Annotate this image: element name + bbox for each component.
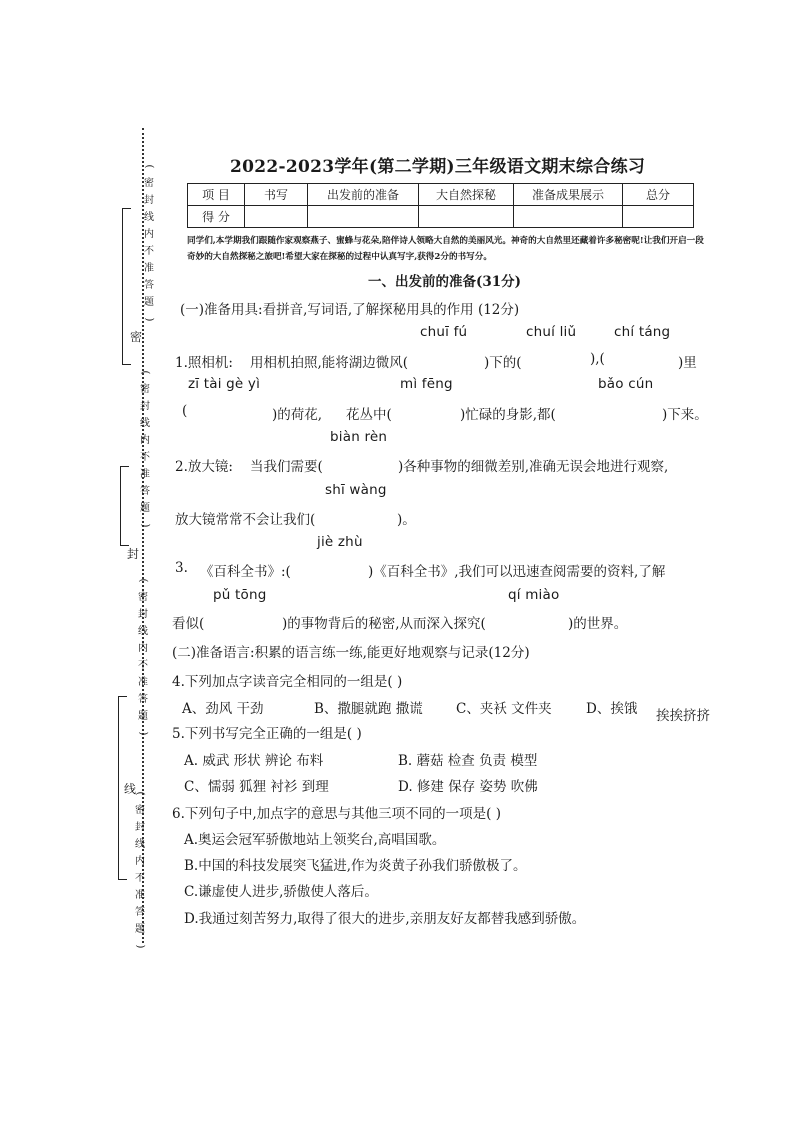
option-c: C.谦虚使人进步,骄傲使人落后。 <box>184 884 378 900</box>
question-stem: 5.下列书写完全正确的一组是( ) <box>172 726 362 742</box>
seal-notice-2: ( 密 封 线 内 不 准 答 题 ) <box>139 370 151 528</box>
option-a: A. 威武 形状 辨论 布料 <box>184 753 324 769</box>
question-text: )的事物背后的秘密,从而深入探究( <box>282 616 486 632</box>
score-table-header: 书写 <box>245 184 308 206</box>
seal-notice-1: ( 密 封 线 内 不 准 答 题 ) <box>143 164 155 322</box>
question-text: 《百科全书》:( <box>200 564 291 580</box>
question-text: )忙碌的身影,都( <box>460 407 556 423</box>
score-table <box>187 183 694 228</box>
question-text: 当我们需要( <box>250 459 323 475</box>
pinyin: mì fēng <box>400 376 453 392</box>
option-b: B. 蘑菇 检查 负责 模型 <box>398 753 538 769</box>
question-text: 3. <box>175 560 188 576</box>
option-a: A、劲风 干劲 <box>182 701 264 717</box>
seal-char-mi: 密 <box>130 330 143 344</box>
option-d: D.我通过刻苦努力,取得了很大的进步,亲朋友好友都替我感到骄傲。 <box>184 911 586 927</box>
section-heading: 一、出发前的准备(31分) <box>368 274 522 290</box>
seal-notice-3: ( 密 封 线 内 不 准 答 题 ) <box>137 578 149 736</box>
option-a: A.奥运会冠军骄傲地站上领奖台,高唱国歌。 <box>184 832 446 848</box>
question-stem: 6.下列句子中,加点字的意思与其他三项不同的一项是( ) <box>172 806 501 822</box>
question-text: 放大镜常常不会让我们( <box>175 512 316 528</box>
option-d-extra: 挨挨挤挤 <box>656 708 710 724</box>
seal-char-feng: 封 <box>127 547 140 561</box>
pinyin: chí táng <box>614 324 671 340</box>
pinyin: pǔ tōng <box>213 587 267 603</box>
score-table-header: 出发前的准备 <box>308 184 419 206</box>
pinyin: jiè zhù <box>317 534 363 550</box>
score-cell-writing[interactable] <box>245 206 308 228</box>
option-c: C、夹袄 文件夹 <box>456 701 552 717</box>
question-text: ( <box>182 403 188 419</box>
pinyin: biàn rèn <box>330 429 388 445</box>
option-d: D. 修建 保存 姿势 吹佛 <box>398 779 538 795</box>
pinyin: shī wàng <box>325 482 387 498</box>
page-title: 2022-2023学年(第二学期)三年级语文期末综合练习 <box>230 157 646 177</box>
score-cell-total[interactable] <box>623 206 694 228</box>
score-cell-explore[interactable] <box>419 206 514 228</box>
score-table-header: 项 目 <box>188 184 245 206</box>
intro-text: 同学们,本学期我们跟随作家观察燕子、蜜蜂与花朵,陪伴诗人领略大自然的美丽风光。神奇的大自然里还藏着许多秘密呢!让我们开启一段奇妙的大自然探秘之旅吧!希望大家在探秘的过程中认真写字,获得2分的书写分。 <box>187 236 704 262</box>
margin-bracket-2 <box>120 466 129 546</box>
part1-heading: (一)准备用具:看拼音,写词语,了解探秘用具的作用 (12分) <box>180 302 520 318</box>
part2-heading: (二)准备语言:积累的语言练一练,能更好地观察与记录(12分) <box>172 645 530 661</box>
question-text: )的世界。 <box>568 616 628 632</box>
option-d: D、挨饿 <box>586 701 638 717</box>
score-cell-prep[interactable] <box>308 206 419 228</box>
score-cell-showcase[interactable] <box>514 206 623 228</box>
pinyin: chuī fú <box>420 324 468 340</box>
question-text: 1.照相机: <box>175 355 233 371</box>
score-table-header: 大自然探秘 <box>419 184 514 206</box>
question-text: ),( <box>590 351 605 367</box>
question-text: 看似( <box>172 616 205 632</box>
seal-char-xian: 线 <box>124 782 137 796</box>
score-table-header: 准备成果展示 <box>514 184 623 206</box>
option-c: C、懦弱 狐狸 衬衫 到理 <box>184 779 329 795</box>
pinyin: chuí liǔ <box>526 324 577 340</box>
question-text: 2.放大镜: <box>175 459 233 475</box>
pinyin: qí miào <box>508 587 560 603</box>
pinyin: bǎo cún <box>598 376 654 392</box>
question-text: 花丛中( <box>346 407 392 423</box>
option-b: B、撒腿就跑 撒谎 <box>314 701 423 717</box>
question-stem: 4.下列加点字读音完全相同的一组是( ) <box>172 674 403 690</box>
question-text: )《百科全书》,我们可以迅速查阅需要的资料,了解 <box>368 564 666 580</box>
score-row-label: 得 分 <box>188 206 245 228</box>
question-text: 用相机拍照,能将湖边微风( <box>250 355 409 371</box>
question-text: )。 <box>397 512 416 528</box>
score-table-header: 总分 <box>623 184 694 206</box>
question-text: )下来。 <box>662 407 708 423</box>
question-text: )下的( <box>484 355 522 371</box>
question-text: )里 <box>678 355 697 371</box>
seal-notice-4: ( 密 封 线 内 不 准 答 题 ) <box>134 791 146 949</box>
pinyin: zī tài gè yì <box>188 376 261 392</box>
question-text: )各种事物的细微差别,准确无误会地进行观察, <box>398 459 669 475</box>
option-b: B.中国的科技发展突飞猛进,作为炎黄子孙我们骄傲极了。 <box>184 858 527 874</box>
question-text: )的荷花, <box>272 407 323 423</box>
